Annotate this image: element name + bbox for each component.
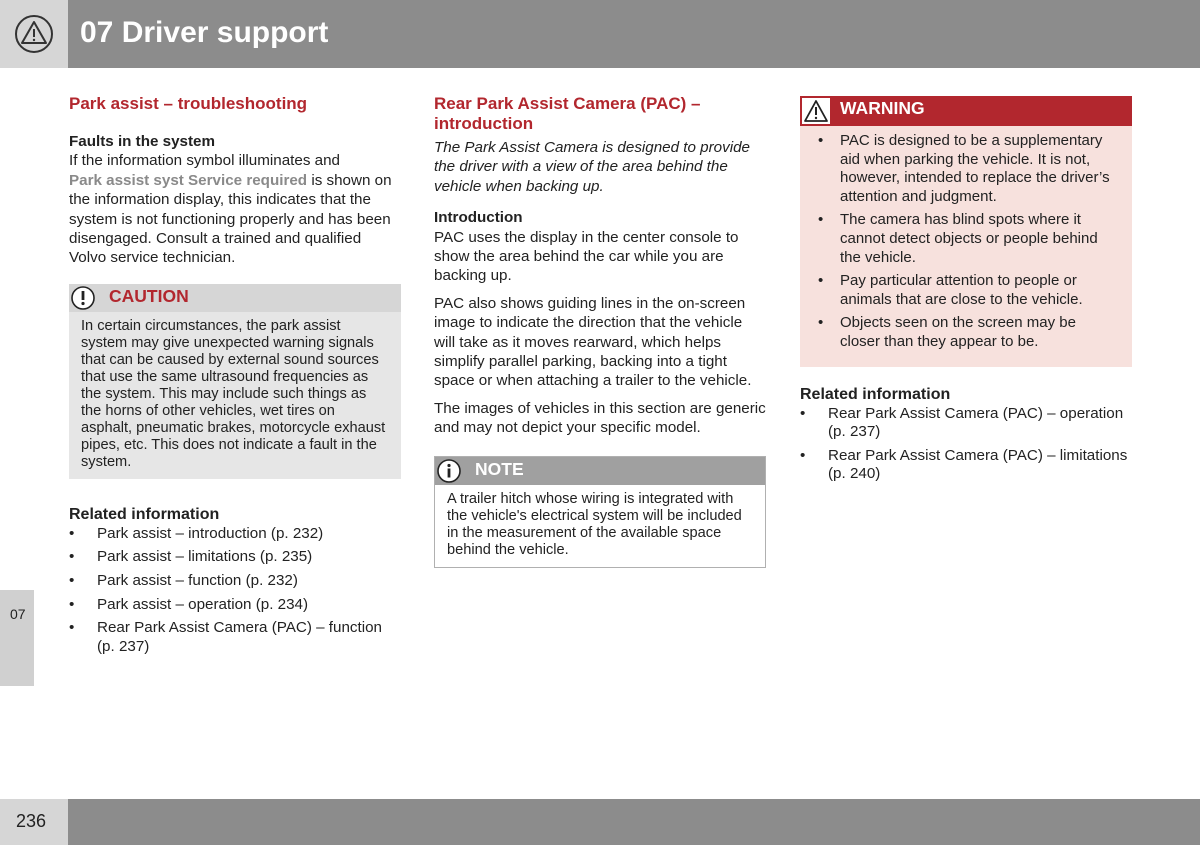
paragraph-text: If the information symbol illuminates and [69,152,340,170]
warning-triangle-icon [802,98,830,124]
caution-label: CAUTION [109,285,189,306]
section-title: Park assist – troubleshooting [69,94,308,113]
related-list [800,405,1132,484]
info-icon [437,459,461,483]
warning-item: • The camera has blind spots where it cannot detect objects or people behind the vehicle. [812,211,1120,267]
related-link[interactable]: • Park assist – operation (p. 234) [69,596,401,615]
exclamation-icon [71,286,95,310]
warning-item: • PAC is designed to be a supplementary aid when parking the vehicle. It is not, however, intended to replace the driver’s attention and judgment. [812,132,1120,206]
sub-heading: Introduction [434,209,523,227]
page-number-box [0,799,68,845]
warning-header [800,96,1132,126]
warning-item: • Pay particular attention to people or animals that are close to the vehicle. [812,272,1120,309]
body-paragraph: PAC also shows guiding lines in the on-screen image to indicate the direction that the vehicle will take as it moves rearward, which helps simplify parallel parking, backing into a tight space or when attaching a trailer to the vehicle. [434,294,752,390]
warning-box [800,96,1132,367]
warning-label: WARNING [840,98,925,118]
body-paragraph: PAC uses the display in the center console to show the area behind the car while you are backing up. [434,228,739,285]
related-link[interactable]: • Park assist – introduction (p. 232) [69,525,401,544]
chapter-tab [0,590,34,686]
chapter-tab-label: 07 [10,606,26,622]
related-link[interactable]: • Park assist – function (p. 232) [69,572,401,591]
note-text: A trailer hitch whose wiring is integrated with the vehicle's electrical system will be included in the measurement of the available space behind the vehicle. [447,490,742,558]
related-list [69,525,401,657]
related-link[interactable]: • Rear Park Assist Camera (PAC) – operation (p. 237) [800,405,1132,442]
related-link[interactable]: • Rear Park Assist Camera (PAC) – function (p. 237) [69,619,401,656]
body-paragraph [69,151,401,267]
sub-heading: Faults in the system [69,133,216,150]
caution-header [69,284,401,312]
body-paragraph: The images of vehicles in this section are generic and may not depict your specific model. [434,399,766,437]
column-2 [434,94,766,568]
section-title: Rear Park Assist Camera (PAC) – introduction [434,94,701,133]
header-icon-box [0,0,68,68]
caution-text: In certain circumstances, the park assist system may give unexpected warning signals that can be caused by external sound sources that use the same ultrasound frequencies as the system. This may include such things as the horns of other vehicles, wet tires on asphalt, pneumatic brakes, motorcycle exhaust pipes, etc. This does not indicate a fault in the system. [81,317,386,470]
note-header [435,457,765,485]
warning-triangle-icon [14,14,54,54]
paragraph-text: is shown on the information display, this indicates that the system is not functioning properly and has been disengaged. Consult a trained and qualified Volvo service technician. [69,171,392,267]
note-box [434,456,766,568]
caution-box [69,284,401,479]
related-link[interactable]: • Park assist – limitations (p. 235) [69,548,401,567]
intro-text: The Park Assist Camera is designed to provide the driver with a view of the area behind the vehicle when backing up. [434,139,750,195]
display-message: Park assist syst Service required [69,171,308,189]
warning-list [800,126,1132,367]
note-label: NOTE [475,458,524,479]
column-1 [69,94,401,661]
page-number: 236 [16,811,47,831]
page-header [0,0,1200,68]
page-footer [0,799,1200,845]
chapter-title: 07 Driver support [80,16,329,49]
related-info-title: Related information [69,505,220,523]
warning-item: • Objects seen on the screen may be closer than they appear to be. [812,314,1120,351]
column-3 [800,94,1132,489]
related-info-title: Related information [800,385,951,403]
related-link[interactable]: • Rear Park Assist Camera (PAC) – limitations (p. 240) [800,447,1132,484]
